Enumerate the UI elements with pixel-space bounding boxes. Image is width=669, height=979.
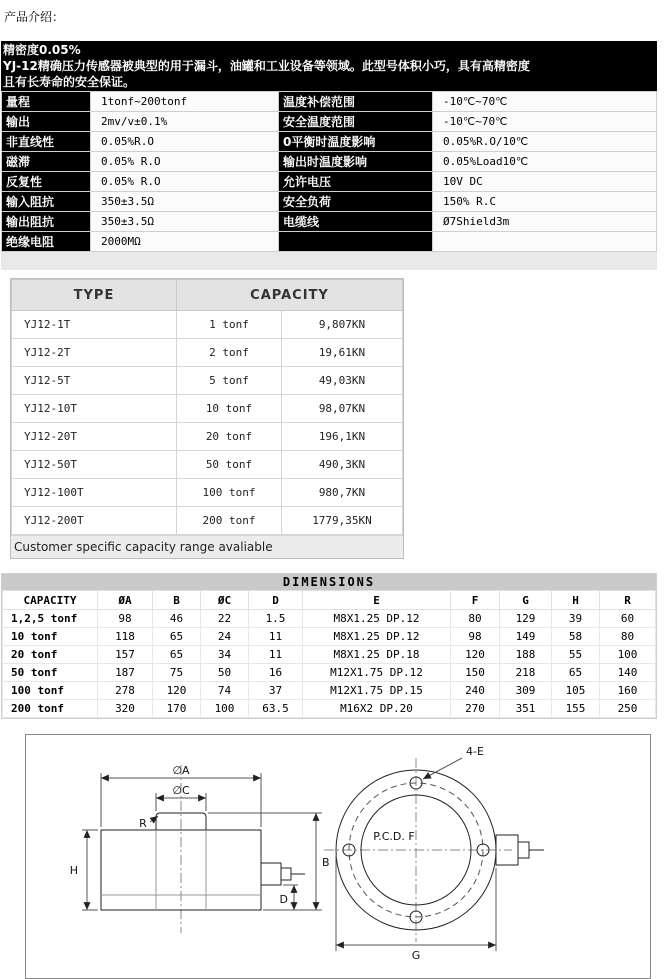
spec-section [1, 91, 657, 270]
dim-label-g: G [411, 949, 421, 962]
dim-cell: 250 [600, 700, 656, 718]
technical-drawing [25, 734, 651, 979]
spec-value: -10℃~70℃ [433, 92, 656, 111]
spec-label: 绝缘电阻 [2, 232, 90, 251]
dim-cell: 320 [98, 700, 153, 718]
dim-cell: 100 tonf [3, 682, 98, 700]
dim-cell: 278 [98, 682, 153, 700]
capacity-tonf: 5 tonf [177, 367, 282, 395]
dim-cell: 155 [552, 700, 600, 718]
spec-value: 0.05% R.O [91, 172, 278, 191]
dim-header: CAPACITY [3, 591, 98, 610]
dim-cell: M8X1.25 DP.12 [303, 610, 451, 628]
spec-label: 非直线性 [2, 132, 90, 151]
capacity-section [10, 278, 404, 559]
intro-label: 产品介绍： [4, 10, 65, 24]
capacity-row [12, 339, 403, 367]
capacity-tonf: 200 tonf [177, 507, 282, 535]
dim-label-r: R [139, 817, 147, 830]
capacity-type: YJ12-5T [12, 367, 177, 395]
dim-cell: 65 [153, 646, 201, 664]
dimensions-title: DIMENSIONS [2, 574, 656, 590]
dim-cell: 46 [153, 610, 201, 628]
capacity-header-type: TYPE [12, 280, 177, 311]
capacity-row [12, 479, 403, 507]
spec-label: 输入阻抗 [2, 192, 90, 211]
spec-value: 0.05%R.O/10℃ [433, 132, 656, 151]
spec-value: Ø7Shield3m [433, 212, 656, 231]
dim-cell: 50 [201, 664, 249, 682]
dimensions-table [2, 590, 656, 718]
dim-cell: M12X1.75 DP.15 [303, 682, 451, 700]
dim-row [3, 646, 656, 664]
dim-cell: 20 tonf [3, 646, 98, 664]
spec-label: 0平衡时温度影响 [279, 132, 432, 151]
dim-cell: 200 tonf [3, 700, 98, 718]
dim-cell: M12X1.75 DP.12 [303, 664, 451, 682]
dim-cell: 55 [552, 646, 600, 664]
side-view [101, 765, 305, 933]
dim-header: ØA [98, 591, 153, 610]
spec-row [2, 192, 656, 211]
dim-cell: 140 [600, 664, 656, 682]
dim-header: R [600, 591, 656, 610]
spec-label: 磁滞 [2, 152, 90, 171]
dim-cell: 100 [201, 700, 249, 718]
capacity-kn: 196,1KN [282, 423, 403, 451]
capacity-footer-note: Customer specific capacity range avaliable [11, 535, 403, 558]
spec-label: 输出 [2, 112, 90, 131]
dim-label-d: D [279, 893, 288, 906]
dim-cell: 11 [249, 628, 303, 646]
capacity-tonf: 1 tonf [177, 311, 282, 339]
spec-value: -10℃~70℃ [433, 112, 656, 131]
capacity-row [12, 395, 403, 423]
dim-header: F [451, 591, 500, 610]
dim-cell: 65 [153, 628, 201, 646]
spec-value: 2mv/v±0.1% [91, 112, 278, 131]
spec-value: 2000MΩ [91, 232, 278, 251]
dim-cell: 188 [500, 646, 552, 664]
dim-cell: 22 [201, 610, 249, 628]
dim-cell: M16X2 DP.20 [303, 700, 451, 718]
dim-cell: 11 [249, 646, 303, 664]
dim-cell: 80 [600, 628, 656, 646]
capacity-type: YJ12-1T [12, 311, 177, 339]
spec-value: 150% R.C [433, 192, 656, 211]
dim-cell: 16 [249, 664, 303, 682]
dim-label-dia-c: ∅C [172, 784, 190, 797]
dim-cell: 240 [451, 682, 500, 700]
dim-cell: 351 [500, 700, 552, 718]
spec-row [2, 172, 656, 191]
dim-cell: M8X1.25 DP.18 [303, 646, 451, 664]
capacity-tonf: 10 tonf [177, 395, 282, 423]
spec-value: 0.05%Load10℃ [433, 152, 656, 171]
capacity-row [12, 367, 403, 395]
dim-cell: 118 [98, 628, 153, 646]
dim-cell: 309 [500, 682, 552, 700]
capacity-type: YJ12-50T [12, 451, 177, 479]
capacity-header-row [12, 280, 403, 311]
dim-row [3, 610, 656, 628]
spec-label: 量程 [2, 92, 90, 111]
dim-label-h: H [69, 864, 78, 877]
dim-label-b: B [322, 856, 330, 869]
capacity-tonf: 20 tonf [177, 423, 282, 451]
dim-cell: 120 [153, 682, 201, 700]
dim-row [3, 700, 656, 718]
capacity-tonf: 50 tonf [177, 451, 282, 479]
dim-row [3, 628, 656, 646]
dim-row [3, 664, 656, 682]
dim-cell: 170 [153, 700, 201, 718]
dim-cell: 129 [500, 610, 552, 628]
drawing-svg [26, 735, 648, 976]
capacity-type: YJ12-100T [12, 479, 177, 507]
side-view-dimensions [82, 773, 322, 910]
dim-label-holes: 4-E [466, 745, 484, 758]
capacity-kn: 980,7KN [282, 479, 403, 507]
spec-label: 安全负荷 [279, 192, 432, 211]
spec-value: 10V DC [433, 172, 656, 191]
capacity-kn: 490,3KN [282, 451, 403, 479]
dim-cell: 98 [451, 628, 500, 646]
dim-cell: 1,2,5 tonf [3, 610, 98, 628]
dim-cell: 50 tonf [3, 664, 98, 682]
capacity-kn: 19,61KN [282, 339, 403, 367]
capacity-row [12, 423, 403, 451]
dim-header: E [303, 591, 451, 610]
dim-cell: 60 [600, 610, 656, 628]
dim-header: ØC [201, 591, 249, 610]
capacity-kn: 49,03KN [282, 367, 403, 395]
dim-cell: 1.5 [249, 610, 303, 628]
spec-label: 电缆线 [279, 212, 432, 231]
capacity-row [12, 311, 403, 339]
dimensions-header-row [3, 591, 656, 610]
dim-cell: M8X1.25 DP.12 [303, 628, 451, 646]
dimensions-section [1, 573, 657, 719]
spec-label: 温度补偿范围 [279, 92, 432, 111]
dim-header: H [552, 591, 600, 610]
spec-table [1, 91, 657, 252]
dim-cell: 80 [451, 610, 500, 628]
dim-label-pcd: P.C.D. F [373, 830, 415, 843]
dim-cell: 105 [552, 682, 600, 700]
capacity-kn: 98,07KN [282, 395, 403, 423]
dim-cell: 270 [451, 700, 500, 718]
description-line-3: 且有长寿命的安全保证。 [3, 75, 136, 89]
spec-label: 反复性 [2, 172, 90, 191]
capacity-type: YJ12-200T [12, 507, 177, 535]
spec-value [433, 232, 656, 251]
dim-header: G [500, 591, 552, 610]
spec-value: 0.05%R.O [91, 132, 278, 151]
capacity-row [12, 507, 403, 535]
spec-value: 350±3.5Ω [91, 212, 278, 231]
dim-cell: 74 [201, 682, 249, 700]
capacity-tonf: 100 tonf [177, 479, 282, 507]
spec-row [2, 212, 656, 231]
spec-label: 安全温度范围 [279, 112, 432, 131]
spec-row [2, 232, 656, 251]
capacity-tonf: 2 tonf [177, 339, 282, 367]
dim-cell: 34 [201, 646, 249, 664]
capacity-header-capacity: CAPACITY [177, 280, 403, 311]
dim-cell: 149 [500, 628, 552, 646]
dim-cell: 65 [552, 664, 600, 682]
dim-cell: 24 [201, 628, 249, 646]
dim-cell: 120 [451, 646, 500, 664]
spec-row [2, 112, 656, 131]
description-line-2: YJ-12精确压力传感器被典型的用于漏斗，油罐和工业设备等领域。此型号体积小巧，具有高精密度 [3, 59, 530, 73]
dim-cell: 58 [552, 628, 600, 646]
dim-cell: 63.5 [249, 700, 303, 718]
dim-cell: 150 [451, 664, 500, 682]
capacity-type: YJ12-20T [12, 423, 177, 451]
dim-cell: 10 tonf [3, 628, 98, 646]
dim-cell: 160 [600, 682, 656, 700]
dim-label-dia-a: ∅A [172, 764, 190, 777]
dim-cell: 98 [98, 610, 153, 628]
dim-cell: 218 [500, 664, 552, 682]
dim-cell: 39 [552, 610, 600, 628]
description-line-1: 精密度0.05% [3, 43, 81, 57]
dim-header: B [153, 591, 201, 610]
spec-label: 允许电压 [279, 172, 432, 191]
spec-value: 0.05% R.O [91, 152, 278, 171]
dim-cell: 157 [98, 646, 153, 664]
product-description [1, 41, 657, 91]
dim-row [3, 682, 656, 700]
dim-header: D [249, 591, 303, 610]
capacity-kn: 1779,35KN [282, 507, 403, 535]
capacity-row [12, 451, 403, 479]
spec-row [2, 132, 656, 151]
dim-cell: 37 [249, 682, 303, 700]
spec-row [2, 152, 656, 171]
capacity-type: YJ12-2T [12, 339, 177, 367]
dim-cell: 75 [153, 664, 201, 682]
spec-label [279, 232, 432, 251]
capacity-table [11, 279, 403, 535]
spec-row [2, 92, 656, 111]
spec-label: 输出阻抗 [2, 212, 90, 231]
capacity-type: YJ12-10T [12, 395, 177, 423]
dim-cell: 187 [98, 664, 153, 682]
spec-value: 1tonf~200tonf [91, 92, 278, 111]
dim-cell: 100 [600, 646, 656, 664]
capacity-kn: 9,807KN [282, 311, 403, 339]
spec-label: 输出时温度影响 [279, 152, 432, 171]
spec-value: 350±3.5Ω [91, 192, 278, 211]
front-view [324, 758, 544, 942]
